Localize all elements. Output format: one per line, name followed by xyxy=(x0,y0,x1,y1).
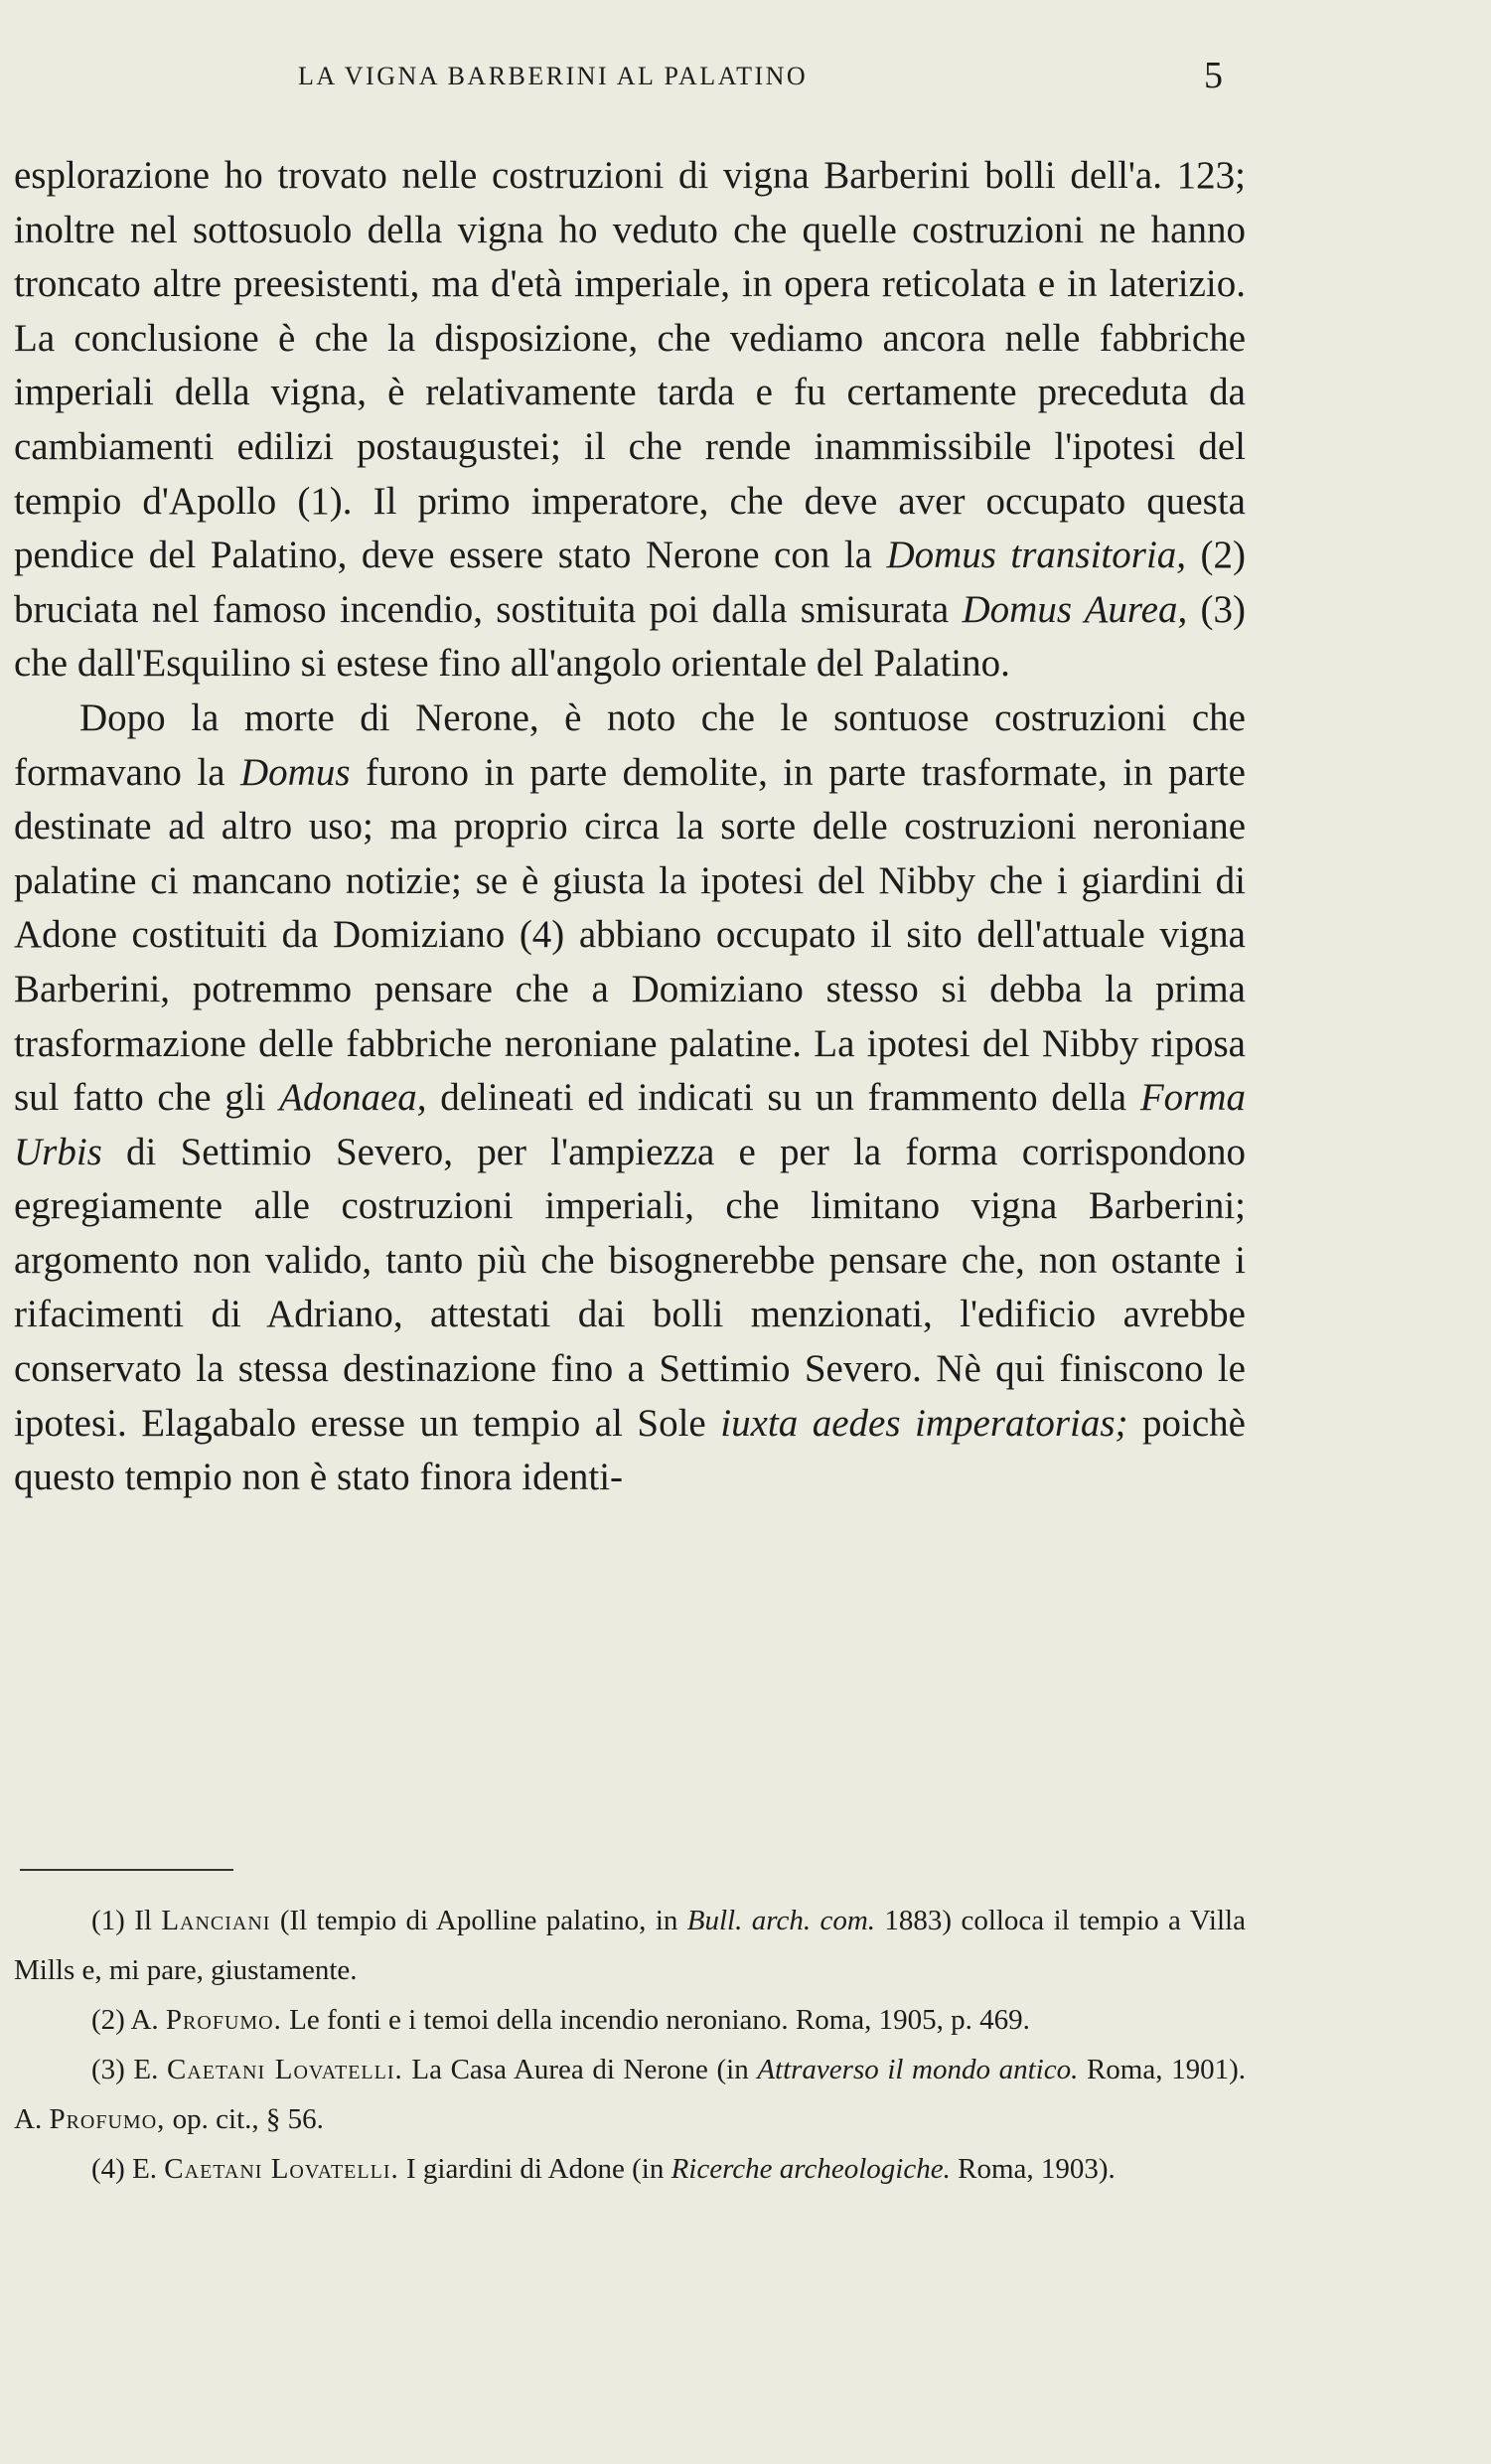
author-name: Lanciani xyxy=(161,1905,271,1936)
text-span: Dopo la morte di Nerone, è noto che le sontuose costruzioni che formavano la xyxy=(14,695,1246,794)
italic-span: Bull. arch. com. xyxy=(686,1905,876,1936)
footnote-1 xyxy=(14,1896,1246,1995)
text-span: poichè questo tempio non è stato finora identi- xyxy=(14,1401,1246,1499)
text-span: di Settimio Severo, per l'ampiezza e per la forma corrispondono egregiamente alle costruzioni imperiali, che limitano vigna Barberini; argomento non valido, tanto più che bisognerebbe pensare che, non ostante i rifacimenti di Adriano, attestati dai bolli menzionati, l'edificio avrebbe conservato la stessa destinazione fino a Settimio Severo. Nè qui finiscono le ipotesi. Elagabalo eresse un tempio al Sole xyxy=(14,1130,1246,1445)
italic-span: Forma Urbis xyxy=(14,1076,1246,1173)
text-span: Le fonti e i temoi della incendio neroniano. Roma, 1905, p. 469. xyxy=(281,2004,1030,2036)
text-span: La Casa Aurea di Nerone (in xyxy=(402,2054,758,2085)
paragraph-1 xyxy=(14,149,1246,692)
text-span: Roma, 1903). xyxy=(950,2153,1116,2185)
text-span: (2) A. xyxy=(91,2004,166,2036)
text-span: (4) E. xyxy=(91,2153,165,2185)
italic-span: Ricerche archeologiche. xyxy=(671,2153,951,2185)
text-span: op. cit., § 56. xyxy=(165,2103,324,2135)
running-title: LA VIGNA BARBERINI AL PALATINO xyxy=(298,62,809,90)
text-span: Roma, 1901). A. xyxy=(14,2054,1246,2135)
italic-span: Domus transitoria, xyxy=(886,534,1187,577)
text-span: (3) che dall'Esquilino si estese fino all'angolo orientale del Palatino. xyxy=(14,587,1246,686)
text-span: esplorazione ho trovato nelle costruzioni di vigna Barberini bolli dell'a. 123; inoltre nel sottosuolo della vigna ho veduto che quelle costruzioni ne hanno troncato altre preesistenti, ma d'età imperiale, in opera reticolata e in laterizio. La conclusione è che la disposizione, che vediamo ancora nelle fabbriche imperiali della vigna, è relativamente tarda e fu certamente preceduta da cambiamenti edilizi postaugustei; il che rende inammissibile l'ipotesi del tempio d'Apollo (1). Il primo imperatore, che deve aver occupato questa pendice del Palatino, deve essere stato Nerone con la xyxy=(14,154,1246,577)
author-name: Profumo. xyxy=(165,2004,282,2036)
italic-span: iuxta aedes imperatorias; xyxy=(720,1401,1128,1445)
text-span: (Il tempio di Apolline palatino, in xyxy=(270,1905,687,1936)
italic-span: Adonaea, xyxy=(279,1076,427,1120)
footnote-2 xyxy=(14,1995,1246,2045)
author-name: Profumo, xyxy=(49,2103,166,2135)
author-name: Caetani Lovatelli. xyxy=(166,2054,403,2085)
text-span: (2) bruciata nel famoso incendio, sostituita poi dalla smisurata xyxy=(14,534,1246,631)
text-span: (1) Il xyxy=(91,1905,162,1936)
paragraph-2 xyxy=(14,692,1246,1505)
text-span: delineati ed indicati su un frammento della xyxy=(426,1076,1140,1120)
page-number: 5 xyxy=(1204,55,1223,96)
italic-span: Domus Aurea, xyxy=(962,587,1188,631)
text-span: furono in parte demolite, in parte trasformate, in parte destinate ad altro uso; ma proprio circa la sorte delle costruzioni neroniane palatine ci mancano notizie; se è giusta la ipotesi del Nibby che i giardini di Adone costituiti da Domiziano (4) abbiano occupato il sito dell'attuale vigna Barberini, potremmo pensare che a Domiziano stesso si debba la prima trasformazione delle fabbriche neroniane palatine. La ipotesi del Nibby riposa sul fatto che gli xyxy=(14,750,1246,1120)
footnote-3 xyxy=(14,2045,1246,2144)
text-span: 1883) colloca il tempio a Villa Mills e, mi pare, giustamente. xyxy=(14,1905,1246,1986)
text-span: I giardini di Adone (in xyxy=(398,2153,671,2185)
footnotes xyxy=(14,1896,1246,2194)
italic-span: Attraverso il mondo antico. xyxy=(757,2054,1079,2085)
author-name: Caetani Lovatelli. xyxy=(164,2153,399,2185)
italic-span: Domus xyxy=(240,750,351,794)
body-text xyxy=(14,149,1246,1505)
running-head xyxy=(0,55,1491,99)
footnote-4 xyxy=(14,2144,1246,2194)
footnote-rule xyxy=(20,1869,233,1871)
text-span: (3) E. xyxy=(91,2054,167,2085)
